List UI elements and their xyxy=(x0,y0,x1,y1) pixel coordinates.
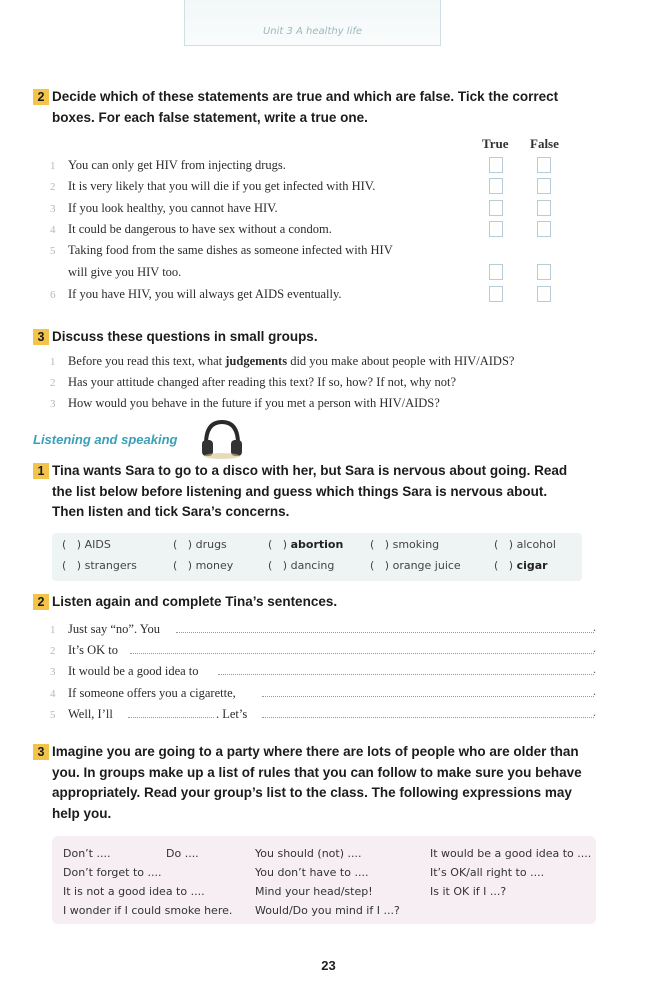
true-checkbox-3[interactable] xyxy=(489,200,503,216)
concern-smoking[interactable]: ( ) smoking xyxy=(370,538,440,551)
unit-header xyxy=(184,0,441,46)
concern-drugs[interactable]: ( ) drugs xyxy=(173,538,227,551)
sentence-1: 1 Just say “no”. You xyxy=(50,622,161,636)
false-checkbox-4[interactable] xyxy=(537,221,551,237)
expression: Mind your head/step! xyxy=(255,885,373,898)
false-checkbox-2[interactable] xyxy=(537,178,551,194)
answer-blank-5b[interactable] xyxy=(262,717,594,718)
statement-5: 5 Taking food from the same dishes as someone infected with HIV xyxy=(50,243,393,257)
question-3: 3 How would you behave in the future if you met a person with HIV/AIDS? xyxy=(50,396,440,410)
sentence-end: . xyxy=(593,705,596,719)
question-2: 2 Has your attitude changed after reading this text? If so, how? If not, why not? xyxy=(50,375,457,389)
statement-5-cont: will give you HIV too. xyxy=(68,265,182,279)
true-checkbox-2[interactable] xyxy=(489,178,503,194)
answer-blank-1[interactable] xyxy=(176,632,594,633)
task-number-badge: 3 xyxy=(33,744,49,760)
sentence-end: . xyxy=(593,662,596,676)
concern-abortion[interactable]: ( ) abortion xyxy=(268,538,344,551)
answer-blank-5a[interactable] xyxy=(128,717,214,718)
unit-title: Unit 3 A healthy life xyxy=(262,26,363,37)
expression: You don’t have to .... xyxy=(255,866,369,879)
true-checkbox-6[interactable] xyxy=(489,286,503,302)
statement-2: 2 It is very likely that you will die if you get infected with HIV. xyxy=(50,179,376,193)
statement-1: 1 You can only get HIV from injecting drugs. xyxy=(50,158,286,172)
sentence-end: . xyxy=(593,620,596,634)
expression: Is it OK if I ...? xyxy=(430,885,507,898)
expression: It’s OK/all right to .... xyxy=(430,866,545,879)
expression: Would/Do you mind if I ...? xyxy=(255,904,400,917)
listening-task-1-instruction: 1 Tina wants Sara to go to a disco with her, but Sara is nervous about going. Read the list below before listening and guess which things Sara is nervous about. Then listen and tick Sara’s concerns. xyxy=(33,461,567,523)
question-1: 1 Before you read this text, what judgements did you make about people with HIV/AIDS? xyxy=(50,354,515,368)
headphones-icon xyxy=(200,418,244,460)
task-number-badge: 1 xyxy=(33,463,49,479)
concern-money[interactable]: ( ) money xyxy=(173,559,234,572)
answer-blank-2[interactable] xyxy=(130,653,594,654)
task-number-badge: 3 xyxy=(33,329,49,345)
task-2-instruction: 2 Decide which of these statements are true and which are false. Tick the correct boxes. For each false statement, write a true one. xyxy=(33,87,558,128)
false-checkbox-1[interactable] xyxy=(537,157,551,173)
concern-dancing[interactable]: ( ) dancing xyxy=(268,559,335,572)
statement-4: 4 It could be dangerous to have sex without a condom. xyxy=(50,222,332,236)
concern-cigar[interactable]: ( ) cigar xyxy=(494,559,548,572)
false-checkbox-6[interactable] xyxy=(537,286,551,302)
sentence-end: . xyxy=(593,684,596,698)
true-checkbox-1[interactable] xyxy=(489,157,503,173)
answer-blank-4[interactable] xyxy=(262,696,594,697)
sentence-3: 3 It would be a good idea to xyxy=(50,664,199,678)
sentence-4: 4 If someone offers you a cigarette, xyxy=(50,686,236,700)
task-3-instruction: 3 Discuss these questions in small groups. xyxy=(33,327,318,348)
speaking-task-3-instruction: 3 Imagine you are going to a party where there are lots of people who are older than you. In groups make up a list of rules that you can follow to make sure you behave appropriately. Read your group’s list to the class. The following expressions may help you. xyxy=(33,742,582,824)
sentence-5: 5 Well, I’ll xyxy=(50,707,113,721)
expression: Don’t .... xyxy=(63,847,111,860)
expression: Do .... xyxy=(166,847,199,860)
sentence-2: 2 It’s OK to xyxy=(50,643,118,657)
answer-blank-3[interactable] xyxy=(218,674,594,675)
false-checkbox-3[interactable] xyxy=(537,200,551,216)
statement-3: 3 If you look healthy, you cannot have HIV. xyxy=(50,201,278,215)
expression: Don’t forget to .... xyxy=(63,866,162,879)
task-number-badge: 2 xyxy=(33,594,49,610)
page-number: 23 xyxy=(321,958,336,973)
true-checkbox-4[interactable] xyxy=(489,221,503,237)
expression: It would be a good idea to .... xyxy=(430,847,592,860)
concern-orange-juice[interactable]: ( ) orange juice xyxy=(370,559,461,572)
false-column-header: False xyxy=(530,136,559,151)
sentence-end: . xyxy=(593,641,596,655)
expression: You should (not) .... xyxy=(255,847,362,860)
expression: I wonder if I could smoke here. xyxy=(63,904,233,917)
concern-aids[interactable]: ( ) AIDS xyxy=(62,538,111,551)
expression: It is not a good idea to .... xyxy=(63,885,205,898)
task-number-badge: 2 xyxy=(33,89,49,105)
listening-task-2-instruction: 2 Listen again and complete Tina’s sentences. xyxy=(33,592,337,613)
sentence-5-mid: . Let’s xyxy=(216,707,248,721)
concern-strangers[interactable]: ( ) strangers xyxy=(62,559,137,572)
true-column-header: True xyxy=(482,136,509,151)
statement-6: 6 If you have HIV, you will always get AIDS eventually. xyxy=(50,287,342,301)
section-title: Listening and speaking xyxy=(33,432,178,447)
concern-alcohol[interactable]: ( ) alcohol xyxy=(494,538,556,551)
false-checkbox-5[interactable] xyxy=(537,264,551,280)
true-checkbox-5[interactable] xyxy=(489,264,503,280)
